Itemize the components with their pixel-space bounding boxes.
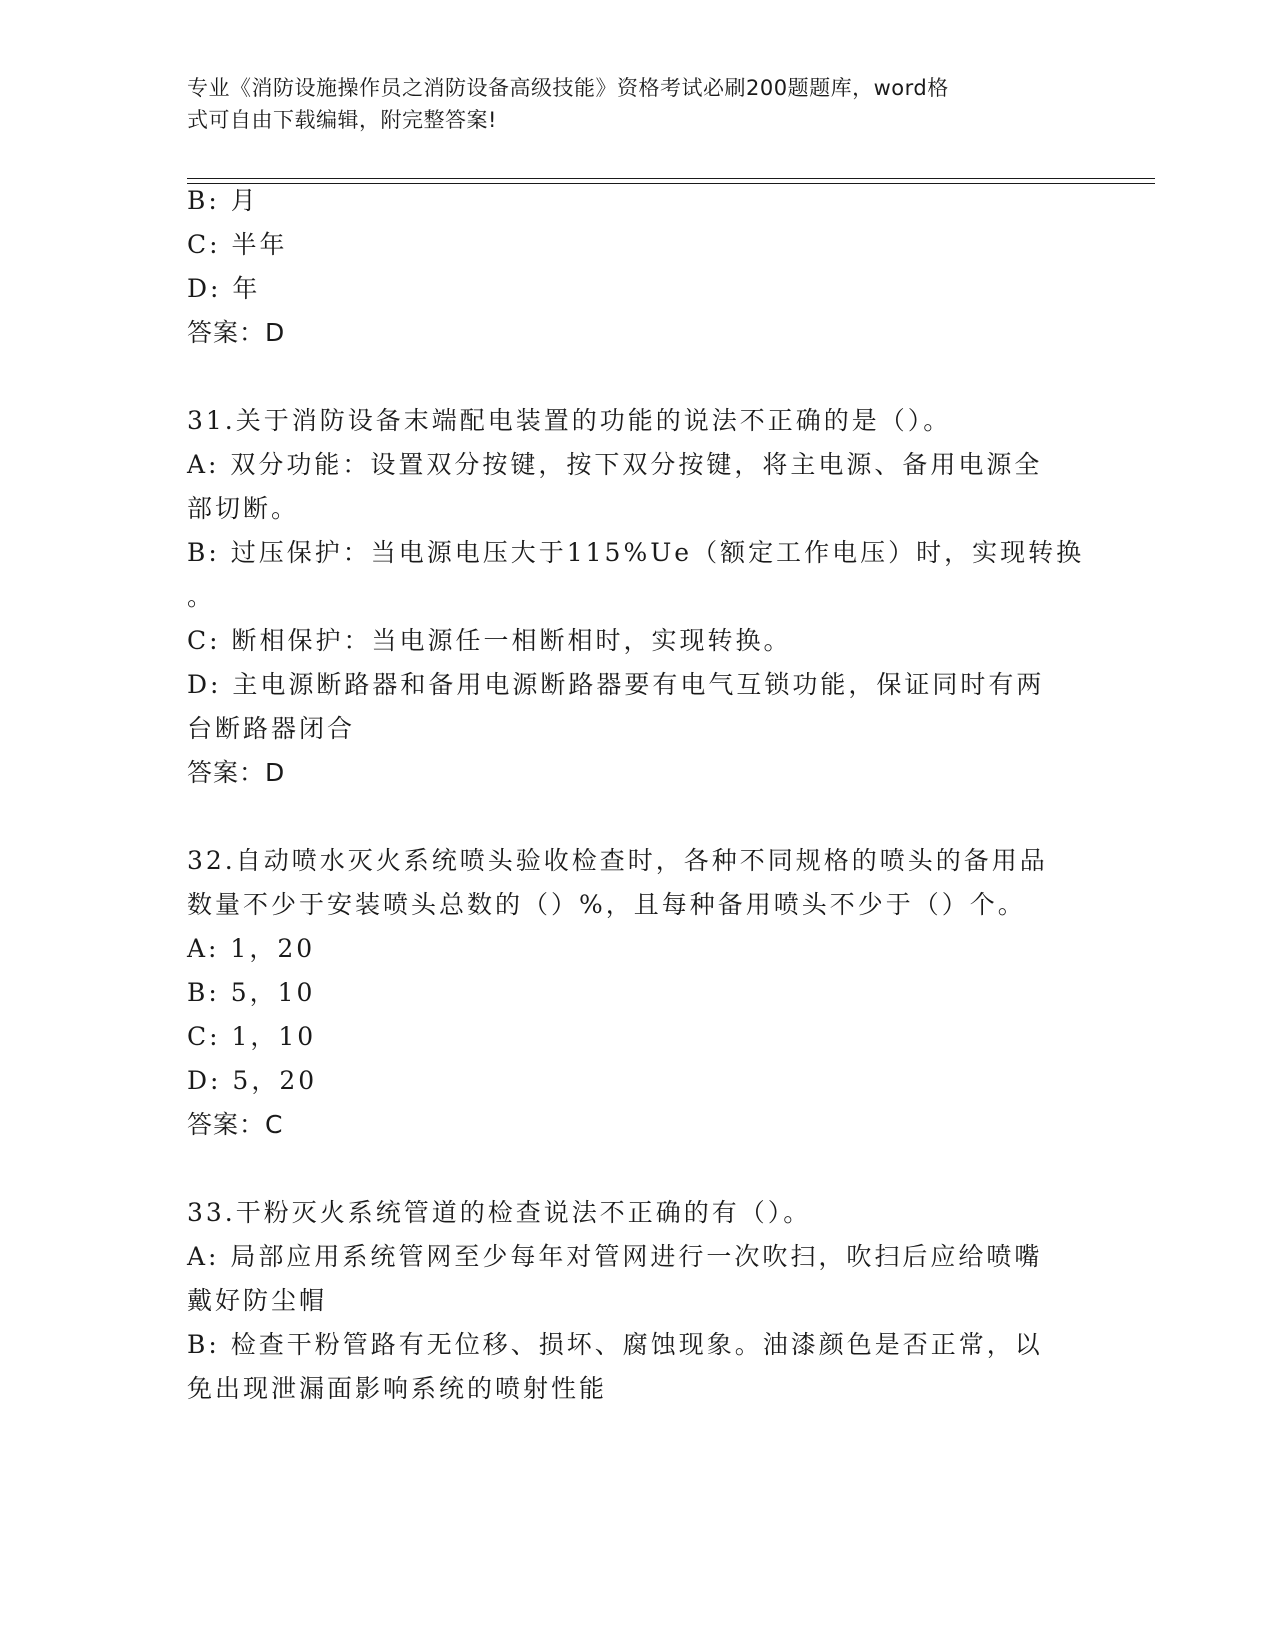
q31-option-a-continued: 部切断。 xyxy=(187,494,300,523)
q32-option-a: A: 1，20 xyxy=(187,934,316,963)
q31-stem: 31.关于消防设备末端配电装置的功能的说法不正确的是（）。 xyxy=(187,406,952,435)
q33-option-b-continued: 免出现泄漏面影响系统的喷射性能 xyxy=(187,1374,608,1403)
header-title-line-1: 专业《消防设施操作员之消防设备高级技能》资格考试必刷200题题库，word格 xyxy=(187,76,949,100)
header-divider-top xyxy=(187,178,1155,179)
header-divider-bottom xyxy=(187,183,1155,184)
q32-option-c: C: 1，10 xyxy=(187,1022,317,1051)
q31-option-d-continued: 台断路器闭合 xyxy=(187,714,356,743)
q31-option-b: B: 过压保护：当电源电压大于115%Ue（额定工作电压）时，实现转换 xyxy=(187,538,1085,567)
q32-answer: 答案：C xyxy=(187,1110,284,1139)
q33-option-a-continued: 戴好防尘帽 xyxy=(187,1286,328,1315)
q32-stem: 32.自动喷水灭火系统喷头验收检查时，各种不同规格的喷头的备用品 xyxy=(187,846,1048,875)
q30-answer: 答案：D xyxy=(187,318,286,347)
q32-option-b: B: 5，10 xyxy=(187,978,316,1007)
q33-option-a: A: 局部应用系统管网至少每年对管网进行一次吹扫，吹扫后应给喷嘴 xyxy=(187,1242,1043,1271)
q31-answer: 答案：D xyxy=(187,758,286,787)
q33-stem: 33.干粉灭火系统管道的检查说法不正确的有（）。 xyxy=(187,1198,812,1227)
q30-option-c: C: 半年 xyxy=(187,230,288,259)
q30-option-b: B: 月 xyxy=(187,186,259,215)
q33-option-b: B: 检查干粉管路有无位移、损坏、腐蚀现象。油漆颜色是否正常，以 xyxy=(187,1330,1043,1359)
document-header xyxy=(187,72,1067,136)
q31-option-b-continued: 。 xyxy=(187,582,216,611)
q31-option-c: C: 断相保护：当电源任一相断相时，实现转换。 xyxy=(187,626,792,655)
q32-option-d: D: 5，20 xyxy=(187,1066,318,1095)
q31-option-d: D: 主电源断路器和备用电源断路器要有电气互锁功能，保证同时有两 xyxy=(187,670,1045,699)
q30-option-d: D: 年 xyxy=(187,274,261,303)
q31-option-a: A: 双分功能：设置双分按键，按下双分按键，将主电源、备用电源全 xyxy=(187,450,1043,479)
header-title-line-2: 式可自由下载编辑，附完整答案! xyxy=(187,108,497,132)
q32-stem-continued: 数量不少于安装喷头总数的（）%，且每种备用喷头不少于（）个。 xyxy=(187,890,1026,919)
